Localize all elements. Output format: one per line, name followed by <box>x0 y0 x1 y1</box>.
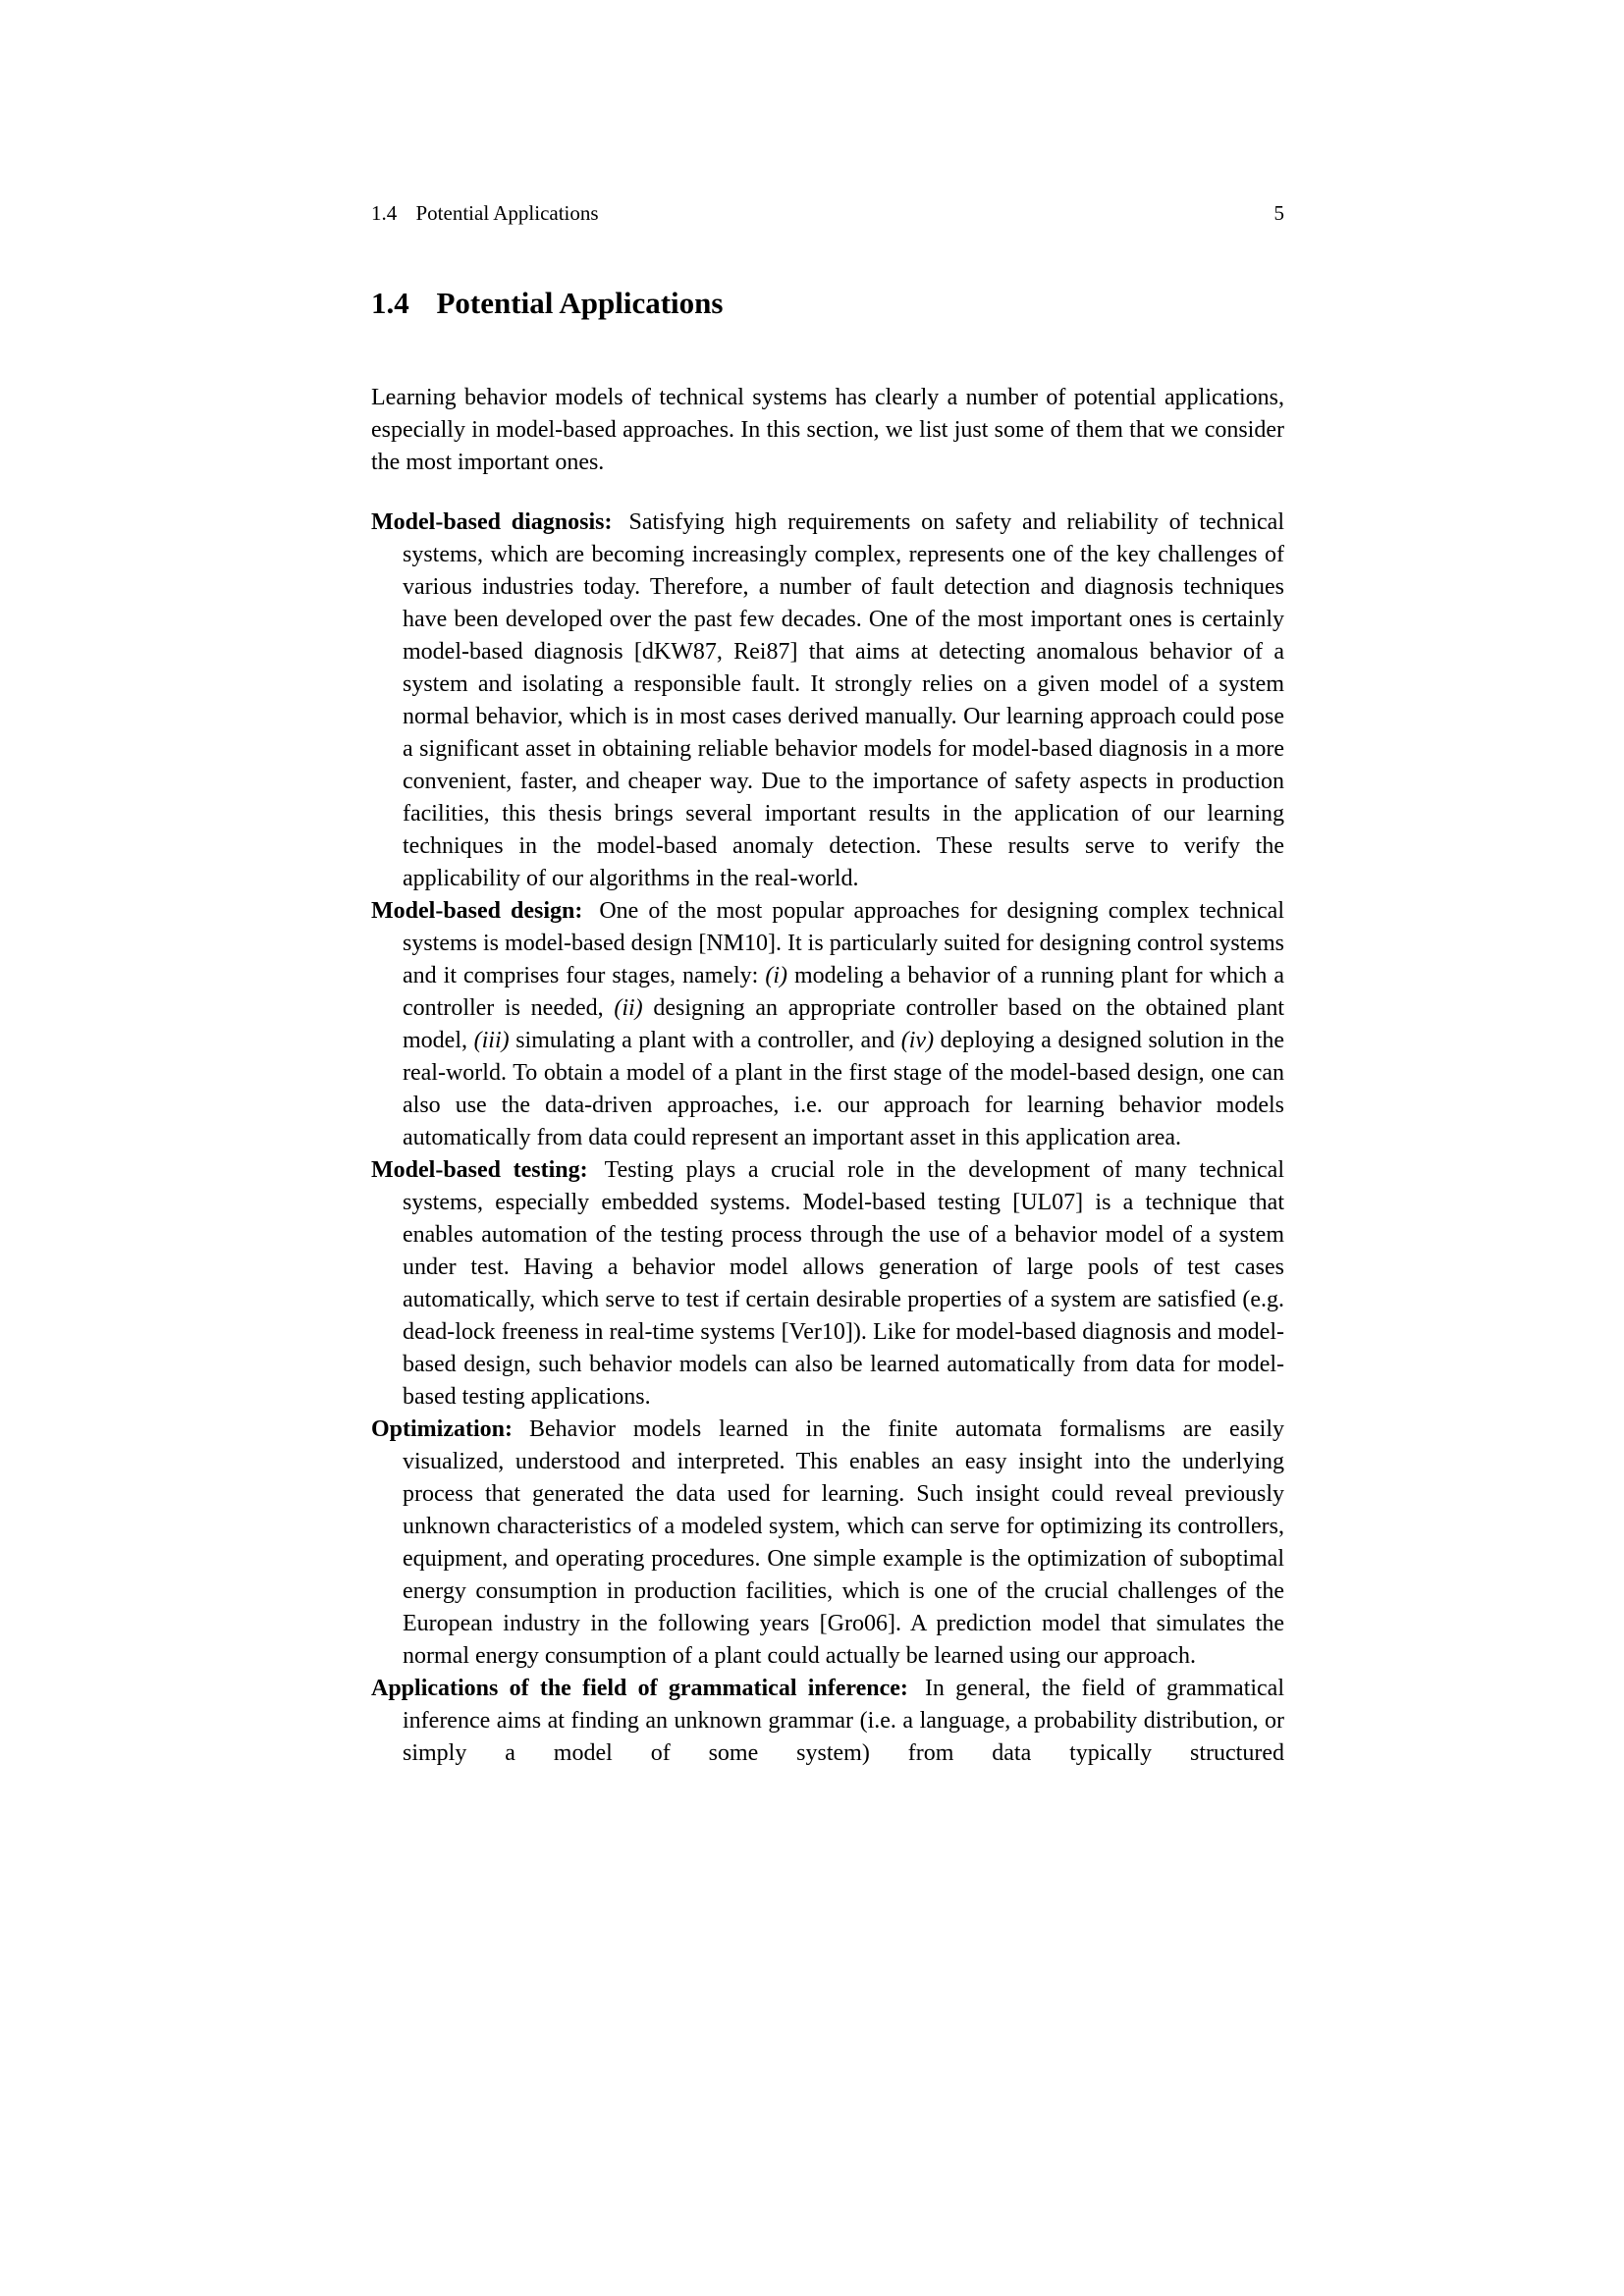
intro-paragraph: Learning behavior models of technical systems has clearly a number of potential applications, especially in model-based approaches. In this section, we list just some of them that we consider the most important ones. <box>371 385 1284 475</box>
item-body: In general, the field of grammatical inference aims at finding an unknown grammar (i.e. a language, a probability distribution, or simply a model of some system) from data typically structured <box>403 1676 1285 1766</box>
page-number: 5 <box>1273 201 1284 225</box>
running-header-section-title: Potential Applications <box>415 201 599 225</box>
item-body: One of the most popular approaches for designing complex technical systems is model-based design [NM10]. It is particularly suited for designing control systems and it comprises four stages, namely: (i) modeling a behavior of a running plant for which a controller is needed, (ii) designing an appropriate controller based on the obtained plant model, (iii) simulating a plant with a controller, and (iv) deploying a designed solution in the real-world. To obtain a model of a plant in the first stage of the model-based design, one can also use the data-driven approaches, i.e. our approach for learning behavior models automatically from data could represent an important asset in this application area. <box>403 898 1285 1150</box>
section-title-text: Potential Applications <box>436 286 724 320</box>
list-item-optimization <box>371 1414 1284 1673</box>
item-label: Optimization: <box>371 1416 513 1442</box>
list-item-model-based-design <box>371 895 1284 1154</box>
section-heading <box>371 286 1284 321</box>
item-body: Testing plays a crucial role in the development of many technical systems, especially embedded systems. Model-based testing [UL07] is a technique that enables automation of the testing process through the use of a behavior model of a system under test. Having a behavior model allows generation of large pools of test cases automatically, which serve to test if certain desirable properties of a system are satisfied (e.g. dead-lock freeness in real-time systems [Ver10]). Like for model-based diagnosis and model-based design, such behavior models can also be learned automatically from data for model-based testing applications. <box>403 1157 1285 1410</box>
running-header <box>371 201 1284 225</box>
item-label: Model-based design: <box>371 898 583 924</box>
running-header-section <box>371 201 599 225</box>
text-column <box>371 201 1284 1770</box>
list-item-grammatical-inference <box>371 1673 1284 1770</box>
running-header-section-number: 1.4 <box>371 201 398 225</box>
list-item-model-based-testing <box>371 1154 1284 1414</box>
list-item-model-based-diagnosis <box>371 507 1284 895</box>
item-label: Model-based testing: <box>371 1157 588 1183</box>
applications-list <box>371 507 1284 1770</box>
item-body: Behavior models learned in the finite automata formalisms are easily visualized, understood and interpreted. This enables an easy insight into the underlying process that generated the data used for learning. Such insight could reveal previously unknown characteristics of a modeled system, which can serve for optimizing its controllers, equipment, and operating procedures. One simple example is the optimization of suboptimal energy consumption in production facilities, which is one of the crucial challenges of the European industry in the following years [Gro06]. A prediction model that simulates the normal energy consumption of a plant could actually be learned using our approach. <box>403 1416 1284 1669</box>
item-body: Satisfying high requirements on safety and reliability of technical systems, which are becoming increasingly complex, represents one of the key challenges of various industries today. Therefore, a number of fault detection and diagnosis techniques have been developed over the past few decades. One of the most important ones is certainly model-based diagnosis [dKW87, Rei87] that aims at detecting anomalous behavior of a system and isolating a responsible fault. It strongly relies on a given model of a system normal behavior, which is in most cases derived manually. Our learning approach could pose a significant asset in obtaining reliable behavior models for model-based diagnosis in a more convenient, faster, and cheaper way. Due to the importance of safety aspects in production facilities, this thesis brings several important results in the application of our learning techniques in the model-based anomaly detection. These results serve to verify the applicability of our algorithms in the real-world. <box>403 509 1285 891</box>
item-label: Model-based diagnosis: <box>371 509 613 535</box>
section-number: 1.4 <box>371 286 409 320</box>
item-label: Applications of the field of grammatical inference: <box>371 1676 908 1701</box>
